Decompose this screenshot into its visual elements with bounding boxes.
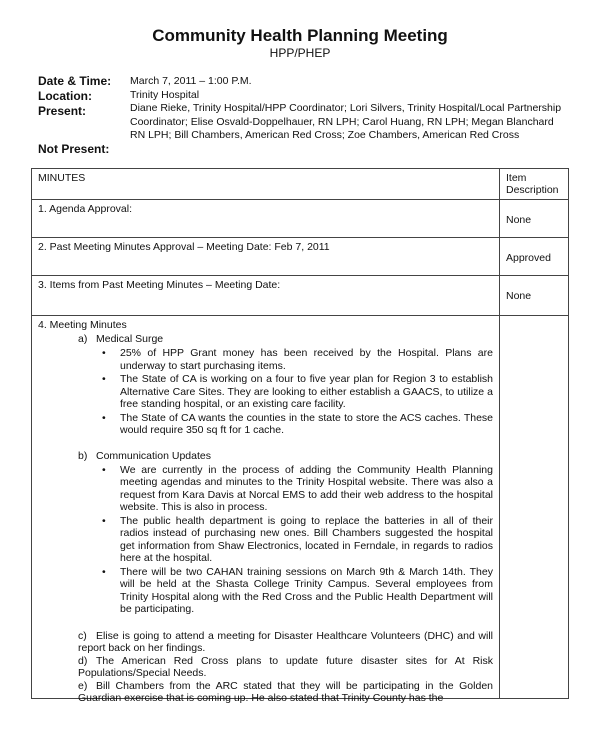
meeting-minutes-cell	[32, 316, 500, 704]
present-label: Present:	[38, 104, 87, 118]
date-value: March 7, 2011 – 1:00 P.M.	[130, 75, 252, 87]
description-header-line: Description	[506, 184, 559, 196]
meeting-minutes-label: 4. Meeting Minutes	[38, 319, 127, 331]
list-item: • The public health department is going to replace the batteries in all of their radios instead of purchasing new ones. Bill Chambers suggested the hospital get information from Shaw Electronics, located in Ferndale, in regards to radios here at the hospital.	[102, 514, 493, 564]
section-b-heading: b) Communication Updates	[78, 449, 211, 462]
table-header-row	[32, 169, 569, 200]
table-row	[32, 316, 569, 699]
table-row	[32, 238, 569, 276]
minutes-table	[31, 168, 569, 704]
present-line: RN LPH; Bill Chambers, American Red Cross; Zoe Chambers, American Red Cross	[130, 129, 520, 141]
list-item: • 25% of HPP Grant money has been received by the Hospital. Plans are underway to start purchasing items.	[102, 347, 493, 372]
location-label: Location:	[38, 89, 92, 103]
list-item: • The State of CA is working on a four to five year plan for Region 3 to establish Alternative Care Sites. They are looking to either establish a GAACS, to utilize a free standing hospital, or an existing care facility.	[102, 373, 493, 410]
not-present-label: Not Present:	[38, 142, 110, 156]
section-a-list	[38, 347, 493, 437]
page-subtitle: HPP/PHEP	[269, 46, 331, 60]
date-label: Date & Time:	[38, 74, 112, 88]
table-row	[32, 276, 569, 316]
present-list	[130, 102, 570, 143]
list-item: • There will be two CAHAN training sessions on March 9th & March 14th. They will be held at the Shasta College Trinity Campus. Several employees from Trinity Hospital along with the Red Cross and the Public Health Department will be participating.	[102, 565, 493, 615]
section-e: e) Bill Chambers from the ARC stated that they will be participating in the Golden Guardian exercise that is coming up. He also stated that Trinity County has the	[78, 679, 493, 704]
page-title: Community Health Planning Meeting	[152, 26, 448, 45]
present-line: Coordinator; Elise Osvald-Doppelhauer, RN LPH; Carol Huang, RN LPH; Megan Blanchard	[130, 115, 554, 128]
location-value: Trinity Hospital	[130, 89, 200, 101]
section-a-heading: a) Medical Surge	[78, 333, 164, 345]
agenda-approval-cell: 1. Agenda Approval:	[32, 200, 500, 238]
agenda-approval-desc: None	[500, 200, 569, 238]
section-d: d) The American Red Cross plans to update future disaster sites for At Risk Populations/Special Needs.	[78, 654, 493, 679]
list-item: • We are currently in the process of adding the Community Health Planning meeting agendas and minutes to the Trinity Hospital website. There was also a request from Kara Davis at Norcal EMS to add their web address to the hospital website. This is also in process.	[102, 463, 493, 513]
past-minutes-approval-cell: 2. Past Meeting Minutes Approval – Meeting Date: Feb 7, 2011	[32, 238, 500, 276]
present-line: Diane Rieke, Trinity Hospital/HPP Coordinator; Lori Silvers, Trinity Hospital/Local Partnership	[130, 102, 562, 114]
item-description-header	[500, 169, 569, 200]
section-b-list	[38, 464, 493, 616]
minutes-header: MINUTES	[32, 169, 500, 200]
section-c: c) Elise is going to attend a meeting for Disaster Healthcare Volunteers (DHC) and will report back on her findings.	[78, 629, 493, 654]
item-header-line: Item	[506, 172, 527, 184]
list-item: • The State of CA wants the counties in the state to store the ACS caches. These would require 350 sq ft for 1 cache.	[102, 411, 493, 436]
past-items-cell: 3. Items from Past Meeting Minutes – Meeting Date:	[32, 276, 500, 316]
past-minutes-approval-desc: Approved	[500, 238, 569, 276]
meeting-minutes-desc	[500, 316, 569, 699]
past-items-desc: None	[500, 276, 569, 316]
meeting-minutes-content	[38, 319, 493, 704]
table-row	[32, 200, 569, 238]
